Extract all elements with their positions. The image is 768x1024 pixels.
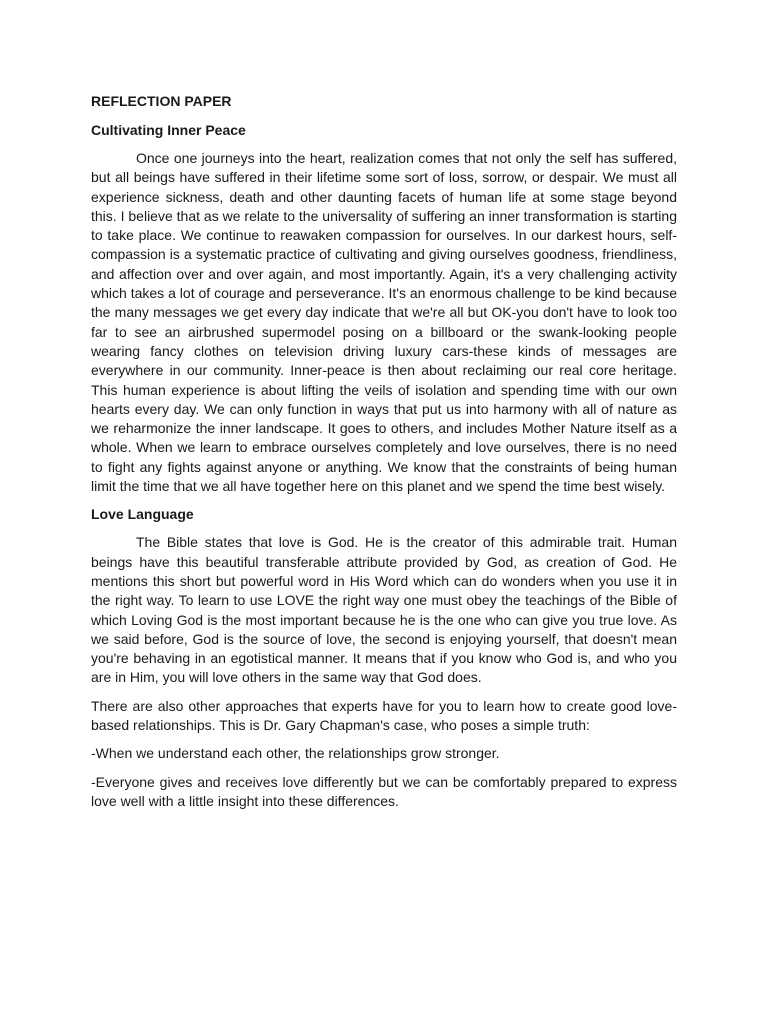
paragraph-love-language-1: The Bible states that love is God. He is the creator of this admirable trait. Human beings have this beautiful transferable attribute provided by God, as creation of God. He mentions this short but powerful word in His Word which can do wonders when you use it in the right way. To learn to use LOVE the right way one must obey the teachings of the Bible of which Loving God is the most important because he is the one who can give you true love. As we said before, God is the source of love, the second is enjoying yourself, that doesn't mean you're behaving in an egotistical manner. It means that if you know who God is, and who you are in Him, you will love others in the same way that God does. xyxy=(91,534,677,686)
section-heading-inner-peace: Cultivating Inner Peace xyxy=(91,122,246,138)
document-title: REFLECTION PAPER xyxy=(91,93,232,109)
paragraph-love-language-3: -When we understand each other, the relationships grow stronger. xyxy=(91,745,500,762)
document-body xyxy=(91,92,677,820)
paragraph-love-language-2: There are also other approaches that experts have for you to learn how to create good love-based relationships. This is Dr. Gary Chapman's case, who poses a simple truth: xyxy=(91,697,677,734)
paragraph-love-language-4: -Everyone gives and receives love differently but we can be comfortably prepared to express love well with a little insight into these differences. xyxy=(91,773,677,809)
paragraph-inner-peace: Once one journeys into the heart, realization comes that not only the self has suffered, but all beings have suffered in their lifetime some sort of loss, sorrow, or despair. We must all experience sickness, death and other daunting facets of human life at some stage beyond this. I believe that as we relate to the universality of suffering an inner transformation is starting to take place. We continue to reawaken compassion for ourselves. In our darkest hours, self-compassion is a systematic practice of cultivating and giving ourselves goodness, friendliness, and affection over and over again, and most importantly. Again, it's a very challenging activity which takes a lot of courage and perseverance. It's an enormous challenge to be kind because the many messages we get every day indicate that we're all but OK-you don't have to look too far to see an airbrushed supermodel posing on a billboard or the swank-looking people wearing fancy clothes on television driving luxury cars-these kinds of messages are everywhere in our community. Inner-peace is then about reclaiming our real core heritage. This human experience is about lifting the veils of isolation and spending time with our own hearts every day. We can only function in ways that put us into harmony with all of nature as we reharmonize the inner landscape. It goes to others, and includes Mother Nature itself as a whole. When we learn to embrace ourselves completely and love ourselves, there is no need to fight any fights against anyone or anything. We know that the constraints of being human limit the time that we all have together here on this planet and we spend the time best wisely. xyxy=(91,150,677,495)
section-heading-love-language: Love Language xyxy=(91,506,194,523)
